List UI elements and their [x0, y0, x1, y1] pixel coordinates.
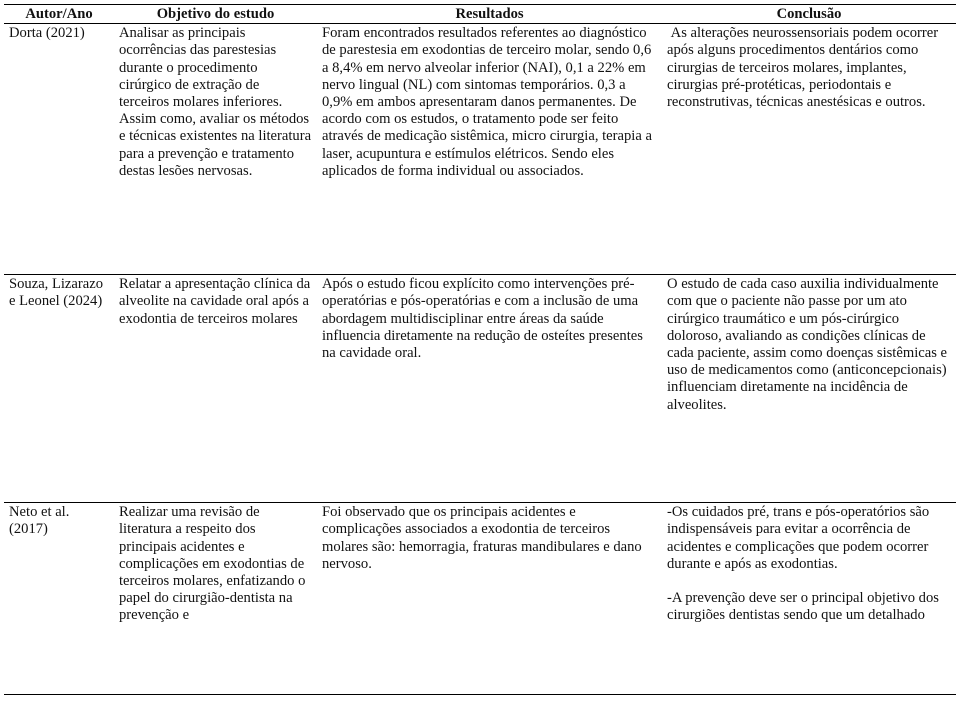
results-cell: Após o estudo ficou explícito como intervenções pré-operatórias e pós-operatórias e com a inclusão de uma abordagem multidisciplinar entre áreas da saúde influencia diretamente na redução de osteítes presentes na cavidade oral.: [317, 275, 662, 503]
header-conclusion: Conclusão: [662, 5, 956, 24]
studies-table: [4, 4, 956, 695]
table-row: [4, 24, 956, 275]
conclusion-paragraph: As alterações neurossensoriais podem ocorrer após alguns procedimentos dentários como cirurgias de terceiros molares, implantes, cirurgias pré-protéticas, periodontais e reconstrutivas, técnicas anestésicas e outros.: [667, 25, 942, 111]
conclusion-cell: [662, 275, 956, 503]
header-objective: Objetivo do estudo: [114, 5, 317, 24]
conclusion-paragraph: -A prevenção deve ser o principal objetivo dos cirurgiões dentistas sendo que um detalhado: [667, 590, 939, 624]
results-cell: Foi observado que os principais acidentes e complicações associados a exodontia de terceiros molares são: hemorragia, fraturas mandibulares e dano nervoso.: [317, 503, 662, 695]
author-cell: Dorta (2021): [4, 24, 114, 275]
header-row: [4, 5, 956, 24]
objective-cell: Realizar uma revisão de literatura a respeito dos principais acidentes e complicações em exodontias de terceiros molares, enfatizando o papel do cirurgião-dentista na prevenção e: [114, 503, 317, 695]
header-results: Resultados: [317, 5, 662, 24]
results-cell: Foram encontrados resultados referentes ao diagnóstico de parestesia em exodontias de terceiro molar, sendo 0,6 a 8,4% em nervo alveolar inferior (NAI), 0,1 a 22% em nervo lingual (NL) com sintomas temporários. 0,3 a 0,9% em ambos apresentaram danos permanentes. De acordo com os estudos, o tratamento pode ser feito através de medicação sistêmica, micro cirurgia, terapia a laser, acupuntura e estímulos elétricos. Sendo eles aplicados de forma individual ou associados.: [317, 24, 662, 275]
objective-cell: Analisar as principais ocorrências das parestesias durante o procedimento cirúrgico de extração de terceiros molares inferiores. Assim como, avaliar os métodos e técnicas existentes na literatura para a prevenção e tratamento destas lesões nervosas.: [114, 24, 317, 275]
conclusion-cell: [662, 503, 956, 695]
author-cell: Neto et al. (2017): [4, 503, 114, 695]
conclusion-cell: [662, 24, 956, 275]
conclusion-paragraph: -Os cuidados pré, trans e pós-operatórios são indispensáveis para evitar a ocorrência de acidentes e complicações que podem ocorrer durante e após as exodontias.: [667, 504, 930, 572]
author-cell: Souza, Lizarazo e Leonel (2024): [4, 275, 114, 503]
header-author: Autor/Ano: [4, 5, 114, 24]
objective-cell: Relatar a apresentação clínica da alveolite na cavidade oral após a exodontia de terceiros molares: [114, 275, 317, 503]
table-row: [4, 275, 956, 503]
table-row: [4, 503, 956, 695]
conclusion-paragraph: O estudo de cada caso auxilia individualmente com que o paciente não passe por um ato cirúrgico traumático e um pós-cirúrgico doloroso, avaliando as condições clínicas de cada paciente, assim como doenças sistêmicas e uso de medicamentos como (anticoncepcionais) influenciam diretamente na incidência de alveolites.: [667, 276, 948, 413]
